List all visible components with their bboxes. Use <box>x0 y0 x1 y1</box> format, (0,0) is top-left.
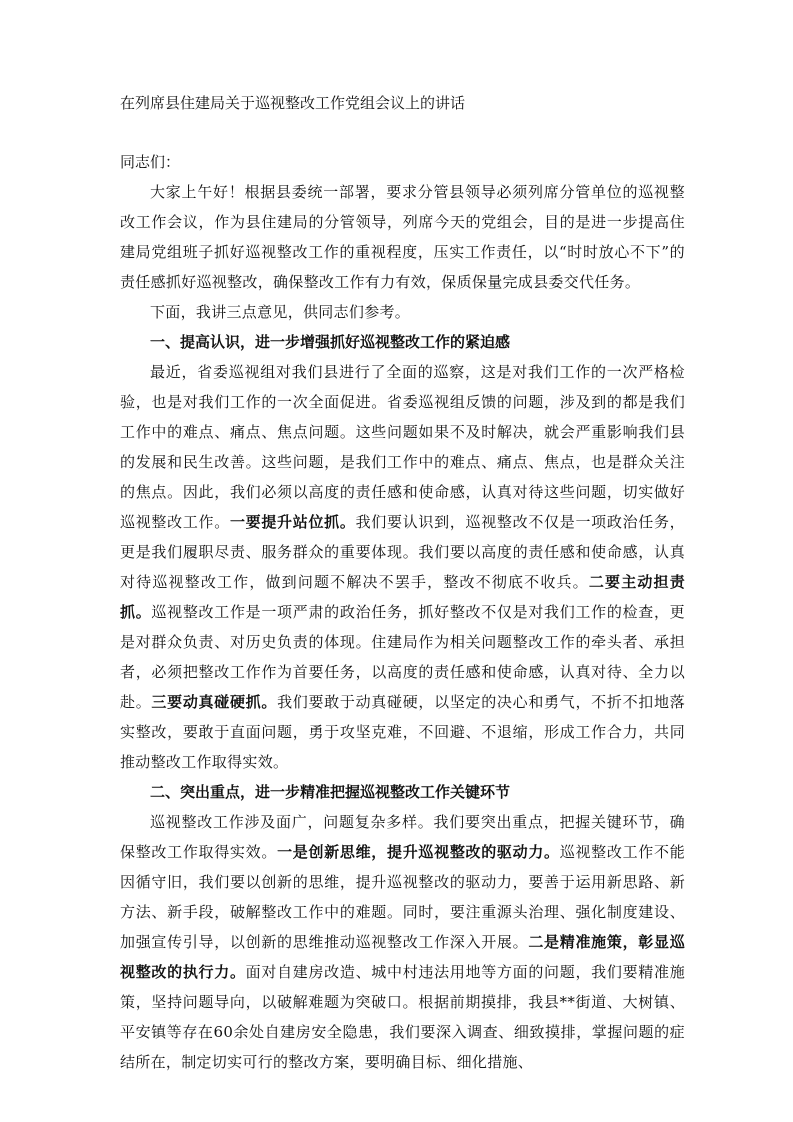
section2-paragraph <box>120 807 685 1077</box>
section1-body-text: 最近，省委巡视组对我们县进行了全面的巡察，这是对我们工作的一次严格检验，也是对我们工作的一次全面促进。省委巡视组反馈的问题，涉及到的都是我们工作中的难点、痛点、焦点问题。这些问题如果不及时解决，就会严重影响我们县的发展和民生改善。这些问题，是我们工作中的难点、痛点、焦点，也是群众关注的焦点。因此，我们必须以高度的责任感和使命感，认真对待这些问题，切实做好巡视整改工作。 <box>120 363 685 531</box>
section2-heading: 二、突出重点，进一步精准把握巡视整改工作关键环节 <box>150 783 511 801</box>
section1-point1-text: 我们要认识到，巡视整改不仅是一项政治任务，更是我们履职尽责、服务群众的重要体现。我们要以高度的责任感和使命感，认真对待巡视整改工作，做到问题不解决不罢手，整改不彻底不收兵。 <box>120 513 685 591</box>
section2-point1-text: 巡视整改工作不能因循守旧，我们要以创新的思维，提升巡视整改的驱动力，要善于运用新思路、新方法、新手段，破解整改工作中的难题。同时，要注重源头治理、强化制度建设、加强宣传引导，以创新的思维推动巡视整改工作深入开展。 <box>120 843 686 951</box>
section1-paragraph <box>120 357 685 777</box>
section1-point3-text: 我们要敢于动真碰硬，以坚定的决心和勇气，不折不扣地落实整改，要敢于直面问题，勇于攻坚克难，不回避、不退缩，形成工作合力，共同推动整改工作取得实效。 <box>120 693 685 771</box>
section1-point2-highlight: 二要主动担责抓。 <box>120 573 685 621</box>
section1-point1-highlight: 一要提升站位抓。 <box>229 513 356 531</box>
section1-heading: 一、提高认识，进一步增强抓好巡视整改工作的紧迫感 <box>150 333 511 351</box>
document-title: 在列席县住建局关于巡视整改工作党组会议上的讲话 <box>120 94 466 112</box>
section2-point2-text: 面对自建房改造、城中村违法用地等方面的问题，我们要精准施策，坚持问题导向，以破解难题为突破口。根据前期摸排，我县**街道、大树镇、平安镇等存在60余处自建房安全隐患，我们要深入调查、细致摸排，掌握问题的症结所在，制定切实可行的整改方案，要明确目标、细化措施、 <box>120 963 686 1071</box>
document-page <box>120 92 685 1077</box>
section1-point3-highlight: 三要动真碰硬抓。 <box>151 693 278 711</box>
transition-paragraph: 下面，我讲三点意见，供同志们参考。 <box>150 303 411 321</box>
section2-point2-highlight: 二是精准施策，彰显巡视整改的执行力。 <box>120 933 685 981</box>
section1-point2-text: 巡视整改工作是一项严肃的政治任务，抓好整改不仅是对我们工作的检查，更是对群众负责、对历史负责的体现。住建局作为相关问题整改工作的牵头者、承担者，必须把整改工作作为首要任务，以高度的责任感和使命感，认真对待、全力以赴。 <box>120 603 685 711</box>
section2-point1-highlight: 一是创新思维，提升巡视整改的驱动力。 <box>277 843 560 861</box>
salutation: 同志们： <box>120 153 181 171</box>
section2-body-text: 巡视整改工作涉及面广，问题复杂多样。我们要突出重点，把握关键环节，确保整改工作取得实效。 <box>120 813 685 861</box>
intro-paragraph: 大家上午好！根据县委统一部署，要求分管县领导必须列席分管单位的巡视整改工作会议，作为县住建局的分管领导，列席今天的党组会，目的是进一步提高住建局党组班子抓好巡视整改工作的重视程度，压实工作责任，以“时时放心不下”的责任感抓好巡视整改，确保整改工作有力有效，保质保量完成县委交代任务。 <box>120 183 685 291</box>
